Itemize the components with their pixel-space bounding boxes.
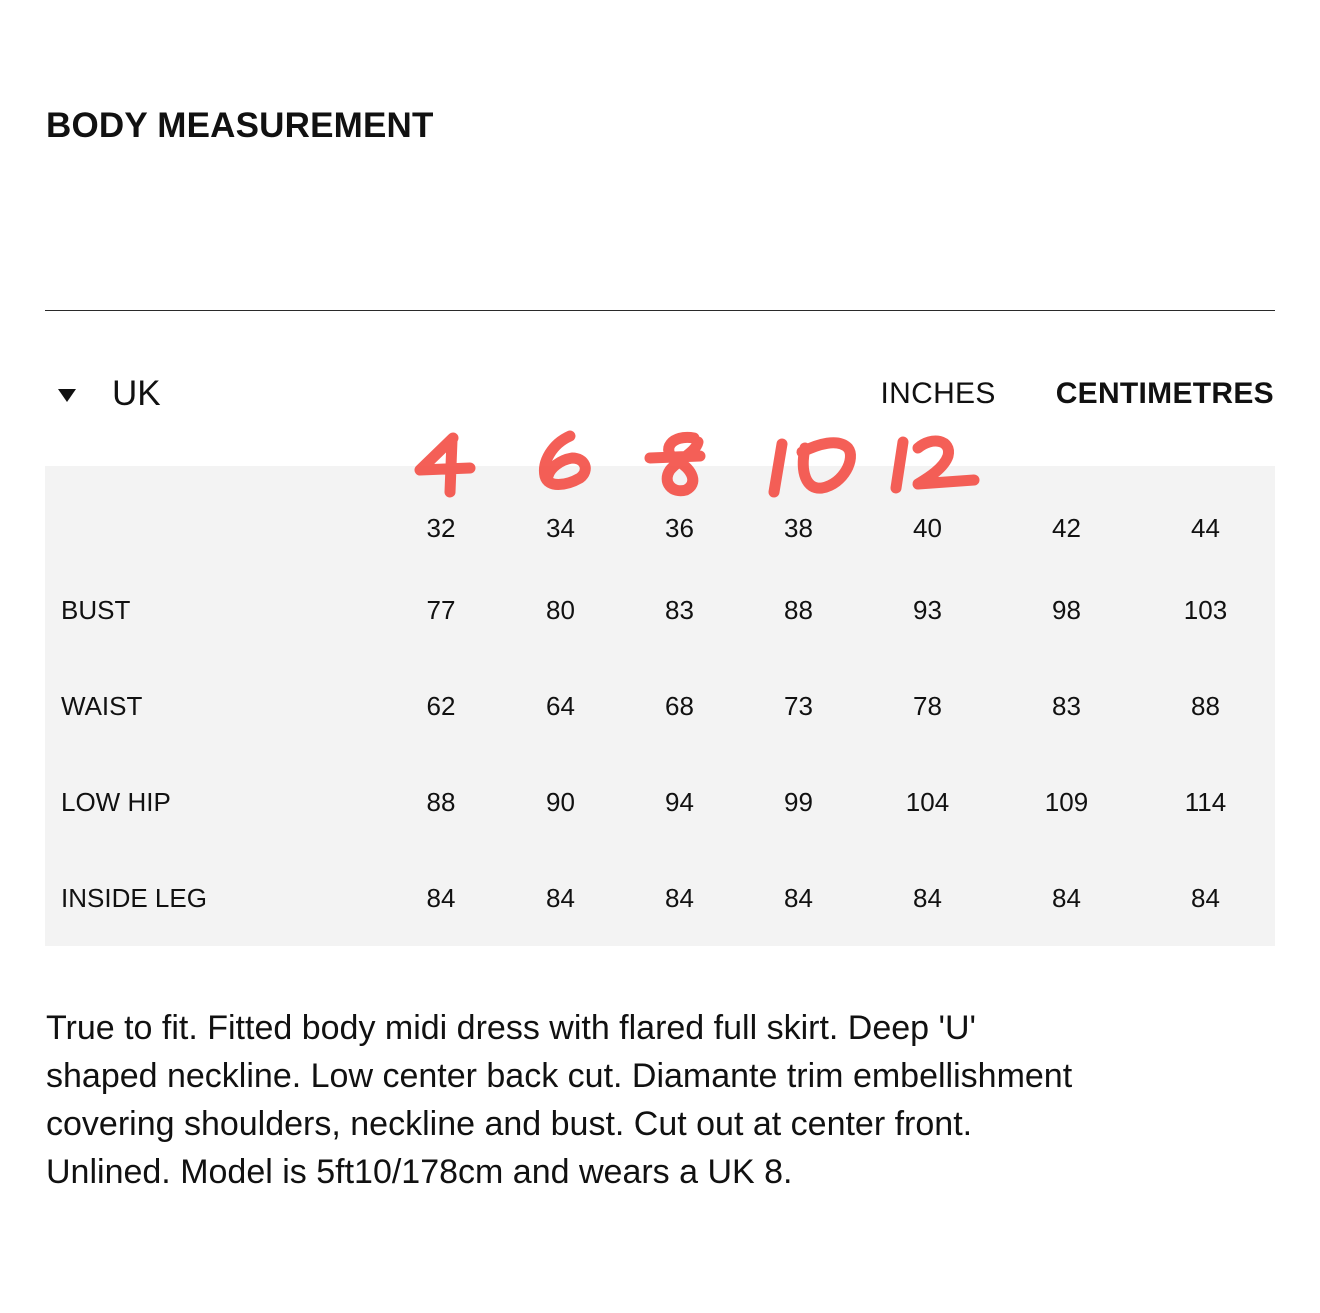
size-header-cell: 44 (1191, 513, 1220, 543)
table-cell: 84 (426, 882, 456, 913)
table-cell: 83 (665, 594, 694, 625)
table-cell: 68 (665, 690, 694, 721)
row-label: WAIST (61, 690, 143, 721)
region-selector[interactable] (58, 372, 161, 416)
size-header-cell: 34 (546, 513, 575, 543)
row-label: BUST (61, 594, 131, 625)
table-cell: 114 (1184, 786, 1227, 817)
table-cell: 84 (1052, 882, 1081, 913)
size-header-cell: 36 (665, 513, 694, 543)
table-cell: 73 (784, 690, 813, 721)
table-cell: 78 (913, 690, 942, 721)
page-title: BODY MEASUREMENT (46, 106, 434, 145)
table-cell: 62 (426, 690, 456, 721)
size-header-row (45, 466, 1275, 562)
size-header-cell: 32 (426, 513, 456, 543)
table-cell: 103 (1183, 594, 1228, 625)
table-row-inside-leg (45, 850, 1275, 946)
table-cell: 98 (1052, 594, 1081, 625)
unit-toggle (881, 372, 1274, 416)
unit-option-inches[interactable]: INCHES (880, 377, 996, 410)
table-cell: 83 (1052, 690, 1081, 721)
unit-option-centimetres[interactable]: CENTIMETRES (1055, 377, 1274, 410)
table-cell: 80 (546, 594, 575, 625)
table-cell: 84 (784, 882, 813, 913)
header-corner-cell (45, 466, 381, 562)
section-divider (45, 310, 1275, 311)
table-cell: 104 (905, 786, 950, 817)
row-label: INSIDE LEG (61, 882, 207, 913)
table-row-waist (45, 658, 1275, 754)
table-cell: 88 (1191, 690, 1220, 721)
table-row-bust (45, 562, 1275, 658)
table-cell: 88 (426, 786, 456, 817)
table-cell: 99 (784, 786, 813, 817)
region-label: UK (112, 374, 161, 413)
caret-down-icon[interactable] (58, 389, 76, 402)
table-cell: 77 (426, 594, 456, 625)
table-cell: 84 (1191, 882, 1220, 913)
table-cell: 94 (665, 786, 694, 817)
table-cell: 84 (913, 882, 942, 913)
table-cell: 109 (1044, 786, 1089, 817)
table-cell: 84 (546, 882, 575, 913)
table-cell: 64 (546, 690, 575, 721)
table-cell: 84 (665, 882, 694, 913)
table-cell: 93 (913, 594, 942, 625)
size-header-cell: 40 (913, 513, 942, 543)
row-label: LOW HIP (61, 786, 171, 817)
product-description: True to fit. Fitted body midi dress with flared full skirt. Deep 'U' shaped neckline. Low center back cut. Diamante trim embellishment covering shoulders, neckline and bust. Cut out at center front. Unlined. Model is 5ft10/178cm and wears a UK 8. (46, 1009, 1073, 1191)
size-header-cell: 38 (784, 513, 813, 543)
size-header-cell: 42 (1052, 513, 1081, 543)
table-cell: 88 (784, 594, 813, 625)
table-cell: 90 (546, 786, 575, 817)
size-chart-table (45, 466, 1275, 946)
table-row-low-hip (45, 754, 1275, 850)
